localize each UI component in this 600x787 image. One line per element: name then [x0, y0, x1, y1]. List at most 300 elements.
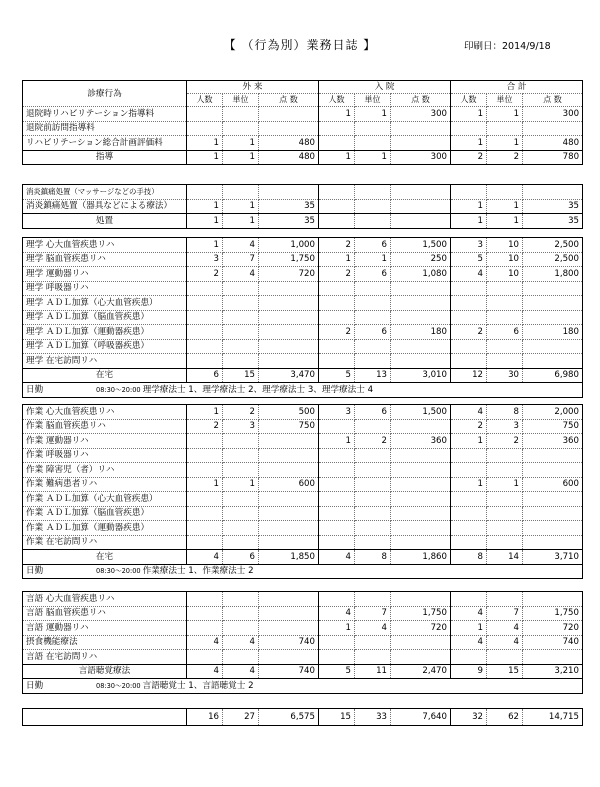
row-value — [355, 521, 391, 536]
duty-wrap — [26, 565, 579, 577]
column-subheader: 点 数 — [391, 94, 451, 107]
row-label: リハビリテーション総合計画評価料 — [23, 136, 187, 151]
grand-total-label — [23, 709, 187, 726]
row-value: 1 — [187, 405, 223, 420]
row-value — [487, 310, 523, 325]
row-value — [187, 506, 223, 521]
row-value — [319, 185, 355, 200]
section-total-row — [23, 664, 583, 679]
row-value — [391, 185, 451, 200]
duty-row — [23, 564, 583, 579]
row-value: 3 — [487, 419, 523, 434]
total-value: 1 — [187, 214, 223, 229]
row-value — [187, 650, 223, 665]
row-value — [319, 521, 355, 536]
row-value — [319, 339, 355, 354]
table-row — [23, 296, 583, 311]
row-value — [355, 477, 391, 492]
row-value — [259, 434, 319, 449]
row-value: 6 — [355, 267, 391, 282]
row-value: 1 — [355, 252, 391, 267]
row-value: 2,000 — [523, 405, 583, 420]
row-value — [391, 310, 451, 325]
row-value: 1 — [319, 107, 355, 122]
table-row — [23, 592, 583, 607]
duty-staff: 理学療法士 1、理学療法士 2、理学療法士 3、理学療法士 4 — [142, 384, 374, 395]
row-value: 6 — [355, 238, 391, 253]
table-row — [23, 107, 583, 122]
row-value: 1 — [319, 252, 355, 267]
row-label: 理学 呼吸器リハ — [23, 281, 187, 296]
total-value: 1 — [187, 150, 223, 165]
row-value: 360 — [391, 434, 451, 449]
row-value: 1,750 — [391, 606, 451, 621]
total-value: 4 — [223, 664, 259, 679]
row-value — [487, 492, 523, 507]
grand-total-value: 32 — [451, 709, 487, 726]
total-value: 780 — [523, 150, 583, 165]
duty-time: 08:30～20:00 — [96, 567, 141, 576]
total-value: 5 — [319, 664, 355, 679]
row-value — [355, 354, 391, 369]
row-value — [319, 506, 355, 521]
row-value — [259, 281, 319, 296]
table-row — [23, 477, 583, 492]
row-label: 作業 脳血管疾患リハ — [23, 419, 187, 434]
row-value — [319, 477, 355, 492]
row-value — [223, 325, 259, 340]
row-label: 作業 運動器リハ — [23, 434, 187, 449]
section-table — [22, 404, 583, 579]
row-value: 4 — [187, 635, 223, 650]
section-table — [22, 184, 583, 229]
row-value: 1,000 — [259, 238, 319, 253]
row-value — [259, 463, 319, 478]
total-value: 3,710 — [523, 550, 583, 565]
row-value: 1 — [451, 107, 487, 122]
row-value: 1,500 — [391, 405, 451, 420]
row-value — [259, 650, 319, 665]
section-table — [22, 237, 583, 398]
row-value — [451, 310, 487, 325]
row-value: 2 — [187, 267, 223, 282]
row-value — [319, 296, 355, 311]
table-row — [23, 492, 583, 507]
row-value: 10 — [487, 238, 523, 253]
row-label: 作業 心大血管疾患リハ — [23, 405, 187, 420]
row-value — [223, 121, 259, 136]
row-value — [355, 281, 391, 296]
row-value — [451, 339, 487, 354]
table-row — [23, 621, 583, 636]
row-value — [319, 463, 355, 478]
row-value — [391, 592, 451, 607]
duty-time: 08:30～20:00 — [96, 385, 141, 394]
total-value: 12 — [451, 368, 487, 383]
total-value: 6 — [187, 368, 223, 383]
row-value: 4 — [451, 405, 487, 420]
row-value: 3 — [223, 419, 259, 434]
row-value — [487, 463, 523, 478]
row-label-header: 診療行為 — [23, 81, 187, 107]
total-value — [355, 214, 391, 229]
row-value: 1 — [487, 107, 523, 122]
table-row — [23, 252, 583, 267]
page-title: 【 （行為別）業務日誌 】 — [223, 38, 377, 52]
row-value: 1,080 — [391, 267, 451, 282]
row-value: 4 — [355, 621, 391, 636]
row-value — [259, 592, 319, 607]
row-value — [223, 592, 259, 607]
row-value — [355, 419, 391, 434]
row-value — [355, 592, 391, 607]
row-value — [391, 281, 451, 296]
row-value — [187, 185, 223, 200]
table-row — [23, 448, 583, 463]
row-value: 1,500 — [391, 238, 451, 253]
row-value: 1 — [451, 136, 487, 151]
row-value — [523, 296, 583, 311]
row-value: 480 — [523, 136, 583, 151]
total-value: 35 — [259, 214, 319, 229]
table-row — [23, 121, 583, 136]
column-subheader: 単位 — [487, 94, 523, 107]
row-value — [523, 492, 583, 507]
row-value: 2 — [187, 419, 223, 434]
section-total-label: 在宅 — [23, 368, 187, 383]
row-value: 1 — [187, 477, 223, 492]
row-value — [451, 506, 487, 521]
row-value — [355, 535, 391, 550]
table-row — [23, 434, 583, 449]
duty-cell — [23, 679, 583, 694]
row-value: 2 — [319, 325, 355, 340]
row-value: 1 — [355, 107, 391, 122]
row-value — [187, 521, 223, 536]
row-value — [187, 606, 223, 621]
row-label: 理学 在宅訪問リハ — [23, 354, 187, 369]
row-value — [391, 121, 451, 136]
row-label: 摂食機能療法 — [23, 635, 187, 650]
row-value — [223, 621, 259, 636]
row-value — [259, 339, 319, 354]
total-value: 5 — [319, 368, 355, 383]
row-value — [319, 650, 355, 665]
row-value — [223, 448, 259, 463]
row-value: 35 — [523, 199, 583, 214]
column-subheader: 単位 — [223, 94, 259, 107]
row-value: 1 — [451, 199, 487, 214]
total-value — [391, 214, 451, 229]
row-value — [451, 354, 487, 369]
row-value — [487, 592, 523, 607]
row-value: 35 — [259, 199, 319, 214]
table-row — [23, 535, 583, 550]
table-row — [23, 185, 583, 200]
row-value — [523, 310, 583, 325]
row-value — [223, 506, 259, 521]
row-value: 4 — [451, 635, 487, 650]
row-value: 1 — [223, 136, 259, 151]
total-value: 1 — [223, 214, 259, 229]
total-value: 3,210 — [523, 664, 583, 679]
row-value — [487, 650, 523, 665]
row-value — [223, 296, 259, 311]
row-value: 2,500 — [523, 252, 583, 267]
row-value — [187, 281, 223, 296]
row-value: 3 — [451, 238, 487, 253]
total-value: 8 — [451, 550, 487, 565]
row-value — [355, 492, 391, 507]
row-label: 理学 ＡＤＬ加算（運動器疾患） — [23, 325, 187, 340]
row-value: 2 — [487, 434, 523, 449]
row-value: 1 — [187, 199, 223, 214]
total-value: 3,010 — [391, 368, 451, 383]
row-value — [259, 521, 319, 536]
column-subheader: 点 数 — [259, 94, 319, 107]
row-value — [391, 463, 451, 478]
column-subheader: 人数 — [319, 94, 355, 107]
grand-total-value: 62 — [487, 709, 523, 726]
table-row — [23, 650, 583, 665]
row-value — [319, 281, 355, 296]
row-value — [523, 650, 583, 665]
row-value — [523, 121, 583, 136]
row-value: 500 — [259, 405, 319, 420]
row-value: 1 — [451, 434, 487, 449]
row-value: 4 — [451, 606, 487, 621]
row-label: 作業 ＡＤＬ加算（心大血管疾患） — [23, 492, 187, 507]
row-value — [451, 535, 487, 550]
total-value: 8 — [355, 550, 391, 565]
row-value — [391, 296, 451, 311]
row-label: 作業 呼吸器リハ — [23, 448, 187, 463]
row-value — [391, 477, 451, 492]
duty-wrap — [26, 680, 579, 692]
total-value: 6 — [223, 550, 259, 565]
row-value — [451, 296, 487, 311]
total-value: 300 — [391, 150, 451, 165]
row-value: 250 — [391, 252, 451, 267]
total-value: 9 — [451, 664, 487, 679]
table-row — [23, 463, 583, 478]
row-value — [523, 535, 583, 550]
row-value: 8 — [487, 405, 523, 420]
row-value — [319, 310, 355, 325]
row-value — [355, 310, 391, 325]
column-subheader: 点 数 — [523, 94, 583, 107]
row-value: 1 — [487, 477, 523, 492]
row-value: 4 — [223, 238, 259, 253]
row-value: 1 — [319, 621, 355, 636]
row-label: 退院前訪問指導料 — [23, 121, 187, 136]
row-value — [487, 448, 523, 463]
total-value: 3,470 — [259, 368, 319, 383]
row-value: 600 — [259, 477, 319, 492]
row-value — [391, 535, 451, 550]
row-value: 6 — [487, 325, 523, 340]
row-value — [355, 506, 391, 521]
row-value: 10 — [487, 252, 523, 267]
duty-row — [23, 383, 583, 398]
header-row — [23, 81, 583, 94]
row-value: 1 — [223, 199, 259, 214]
row-value — [523, 354, 583, 369]
row-value — [391, 650, 451, 665]
total-value: 480 — [259, 150, 319, 165]
grand-total-value: 7,640 — [391, 709, 451, 726]
row-label: 消炎鎮痛処置（マッサージなどの手技） — [23, 185, 187, 200]
row-value — [187, 354, 223, 369]
row-value: 740 — [523, 635, 583, 650]
row-value — [391, 492, 451, 507]
column-group-header: 入 院 — [319, 81, 451, 94]
row-value — [259, 535, 319, 550]
row-value: 2 — [319, 267, 355, 282]
header-table — [22, 80, 583, 165]
row-value: 1 — [223, 477, 259, 492]
duty-label: 日勤 — [26, 384, 44, 395]
row-label: 理学 心大血管疾患リハ — [23, 238, 187, 253]
row-label: 理学 ＡＤＬ加算（脳血管疾患） — [23, 310, 187, 325]
row-value: 7 — [355, 606, 391, 621]
row-value: 300 — [523, 107, 583, 122]
row-value: 4 — [319, 606, 355, 621]
row-value — [259, 448, 319, 463]
row-label: 理学 運動器リハ — [23, 267, 187, 282]
grand-total-value: 27 — [223, 709, 259, 726]
duty-staff: 作業療法士 1、作業療法士 2 — [142, 566, 254, 577]
row-value — [259, 506, 319, 521]
row-value — [355, 650, 391, 665]
row-value — [319, 492, 355, 507]
column-subheader: 単位 — [355, 94, 391, 107]
section-table — [22, 591, 583, 694]
total-value: 4 — [319, 550, 355, 565]
row-value: 1,750 — [259, 252, 319, 267]
table-row — [23, 405, 583, 420]
row-value: 10 — [487, 267, 523, 282]
duty-row — [23, 679, 583, 694]
row-value: 1 — [451, 621, 487, 636]
table-row — [23, 419, 583, 434]
table-row — [23, 136, 583, 151]
row-value — [259, 107, 319, 122]
row-value — [319, 136, 355, 151]
row-value: 6 — [355, 405, 391, 420]
row-value — [523, 592, 583, 607]
column-group-header: 合 計 — [451, 81, 583, 94]
grand-total-table — [22, 708, 583, 726]
total-value: 1,860 — [391, 550, 451, 565]
row-value — [523, 339, 583, 354]
total-value: 1 — [319, 150, 355, 165]
row-value: 2,500 — [523, 238, 583, 253]
row-value — [223, 185, 259, 200]
row-value — [223, 354, 259, 369]
row-value — [355, 463, 391, 478]
row-label: 理学 ＡＤＬ加算（心大血管疾患） — [23, 296, 187, 311]
grand-total-value: 14,715 — [523, 709, 583, 726]
row-value — [319, 635, 355, 650]
row-value: 600 — [523, 477, 583, 492]
row-value: 1 — [187, 136, 223, 151]
row-value — [187, 463, 223, 478]
row-value: 1,750 — [523, 606, 583, 621]
row-value — [451, 650, 487, 665]
column-subheader: 人数 — [187, 94, 223, 107]
total-value: 13 — [355, 368, 391, 383]
row-label: 作業 ＡＤＬ加算（脳血管疾患） — [23, 506, 187, 521]
row-value — [187, 339, 223, 354]
total-value: 6,980 — [523, 368, 583, 383]
table-row — [23, 521, 583, 536]
row-value: 180 — [391, 325, 451, 340]
row-value — [259, 121, 319, 136]
row-value — [355, 296, 391, 311]
section-total-row — [23, 150, 583, 165]
row-value — [523, 185, 583, 200]
grand-total-value: 15 — [319, 709, 355, 726]
row-value: 2 — [319, 238, 355, 253]
duty-label: 日勤 — [26, 566, 44, 577]
duty-staff: 言語聴覚士 1、言語聴覚士 2 — [142, 680, 254, 691]
row-value: 6 — [355, 325, 391, 340]
row-value — [319, 354, 355, 369]
table-row — [23, 238, 583, 253]
row-value: 720 — [259, 267, 319, 282]
section-total-label: 在宅 — [23, 550, 187, 565]
duty-wrap — [26, 384, 579, 396]
row-label: 作業 ＡＤＬ加算（運動器疾患） — [23, 521, 187, 536]
row-value — [319, 199, 355, 214]
row-value — [319, 121, 355, 136]
row-label: 退院時リハビリテーション指導料 — [23, 107, 187, 122]
row-value — [523, 463, 583, 478]
grand-total-value: 16 — [187, 709, 223, 726]
row-value: 1,800 — [523, 267, 583, 282]
row-value — [223, 492, 259, 507]
row-value — [487, 339, 523, 354]
row-value — [187, 107, 223, 122]
row-value: 4 — [487, 621, 523, 636]
row-value — [523, 448, 583, 463]
row-value — [259, 492, 319, 507]
row-value — [223, 107, 259, 122]
row-value: 300 — [391, 107, 451, 122]
row-value: 4 — [223, 635, 259, 650]
row-value — [355, 121, 391, 136]
row-value — [487, 296, 523, 311]
duty-cell — [23, 564, 583, 579]
row-value: 2 — [223, 405, 259, 420]
row-value — [523, 281, 583, 296]
row-value — [355, 448, 391, 463]
row-value — [259, 296, 319, 311]
row-value: 720 — [523, 621, 583, 636]
total-value: 30 — [487, 368, 523, 383]
row-value — [487, 185, 523, 200]
section-total-row — [23, 368, 583, 383]
duty-label: 日勤 — [26, 680, 44, 691]
total-value: 740 — [259, 664, 319, 679]
row-value — [391, 635, 451, 650]
row-value — [223, 281, 259, 296]
row-label: 言語 脳血管疾患リハ — [23, 606, 187, 621]
row-value — [391, 419, 451, 434]
table-row — [23, 339, 583, 354]
row-value — [451, 281, 487, 296]
